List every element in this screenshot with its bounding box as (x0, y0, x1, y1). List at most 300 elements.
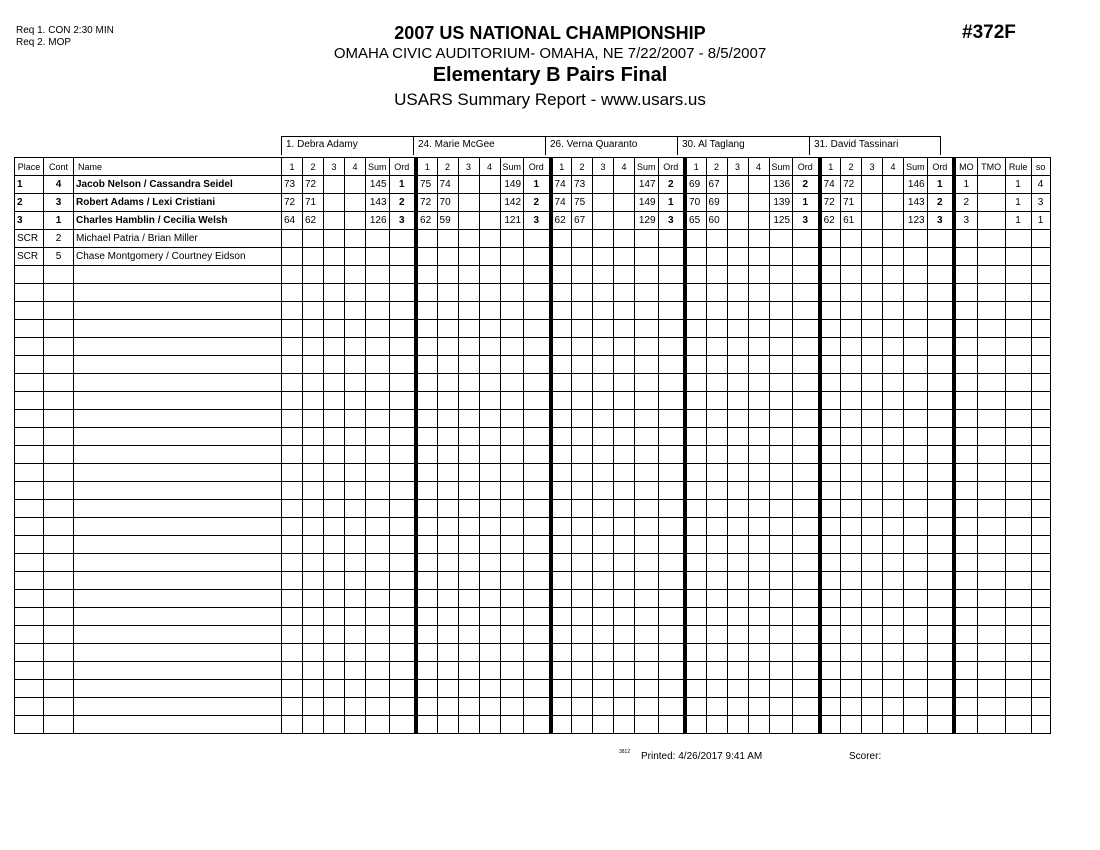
score-cell (282, 302, 303, 320)
tail-cell (1005, 500, 1031, 518)
score-cell (727, 716, 748, 734)
score-cell (883, 392, 904, 410)
table-row (15, 662, 1051, 680)
ordinal-cell (658, 644, 685, 662)
ordinal-cell (524, 626, 551, 644)
score-cell (841, 572, 862, 590)
tail-cell (977, 536, 1005, 554)
score-cell (572, 266, 593, 284)
ordinal-cell (524, 572, 551, 590)
ordinal-cell (658, 500, 685, 518)
score-cell (572, 500, 593, 518)
sum-cell (366, 338, 390, 356)
sum-cell (366, 590, 390, 608)
score-cell (862, 338, 883, 356)
ordinal-cell (389, 536, 416, 554)
score-cell (458, 716, 479, 734)
tail-column-header: MO (954, 158, 977, 176)
sum-cell (366, 356, 390, 374)
ordinal-cell (793, 518, 820, 536)
score-cell (614, 500, 635, 518)
score-cell (883, 554, 904, 572)
score-cell (685, 608, 706, 626)
score-cell (593, 608, 614, 626)
score-cell (820, 626, 841, 644)
ordinal-cell: 2 (524, 194, 551, 212)
score-cell (324, 518, 345, 536)
sum-cell (769, 284, 793, 302)
ordinal-cell (927, 374, 954, 392)
score-cell (458, 302, 479, 320)
score-cell (820, 338, 841, 356)
ordinal-cell (793, 536, 820, 554)
place-cell (15, 392, 44, 410)
score-cell (593, 626, 614, 644)
ordinal-cell (927, 428, 954, 446)
score-cell (748, 698, 769, 716)
tail-cell (1031, 536, 1050, 554)
tail-cell (954, 608, 977, 626)
ordinal-cell (927, 392, 954, 410)
tail-cell (977, 500, 1005, 518)
score-cell (593, 554, 614, 572)
score-cell (479, 680, 500, 698)
cont-cell (44, 680, 74, 698)
skaters-name-cell (74, 662, 282, 680)
score-cell (458, 356, 479, 374)
score-cell (324, 572, 345, 590)
cont-cell (44, 338, 74, 356)
place-cell (15, 662, 44, 680)
score-cell (727, 464, 748, 482)
sum-cell (904, 662, 928, 680)
sum-cell (769, 500, 793, 518)
sum-cell (500, 590, 524, 608)
ordinal-cell (927, 338, 954, 356)
sum-cell (366, 428, 390, 446)
tail-cell (1031, 626, 1050, 644)
tail-cell: 4 (1031, 176, 1050, 194)
skaters-name-cell (74, 446, 282, 464)
score-cell (479, 482, 500, 500)
score-cell (706, 536, 727, 554)
score-cell (458, 554, 479, 572)
score-cell (303, 266, 324, 284)
ordinal-cell: 1 (524, 176, 551, 194)
tail-cell (977, 230, 1005, 248)
score-cell (685, 284, 706, 302)
score-cell (614, 608, 635, 626)
score-cell (614, 248, 635, 266)
score-cell (685, 392, 706, 410)
score-cell (345, 518, 366, 536)
score-cell: 67 (572, 212, 593, 230)
score-cell (685, 698, 706, 716)
score-cell (437, 626, 458, 644)
score-cell (345, 194, 366, 212)
ordinal-cell (524, 482, 551, 500)
score-cell (303, 230, 324, 248)
score-cell (614, 698, 635, 716)
score-cell (572, 482, 593, 500)
score-cell (727, 176, 748, 194)
score-cell (614, 464, 635, 482)
sum-cell: 139 (769, 194, 793, 212)
tail-cell (977, 572, 1005, 590)
tail-cell (954, 392, 977, 410)
cont-cell: 5 (44, 248, 74, 266)
score-cell (324, 212, 345, 230)
score-cell (862, 248, 883, 266)
score-cell (437, 482, 458, 500)
score-cell (572, 320, 593, 338)
score-cell (303, 464, 324, 482)
tail-cell (977, 284, 1005, 302)
judge-column-header: Ord (524, 158, 551, 176)
score-cell (614, 302, 635, 320)
sum-cell (500, 266, 524, 284)
score-cell (685, 590, 706, 608)
ordinal-cell (389, 554, 416, 572)
tail-cell (1031, 554, 1050, 572)
judge-column-header: 4 (479, 158, 500, 176)
tail-cell (977, 482, 1005, 500)
score-cell (479, 626, 500, 644)
score-cell (706, 230, 727, 248)
judge-column-header: 3 (458, 158, 479, 176)
score-cell (593, 428, 614, 446)
table-row (15, 356, 1051, 374)
score-cell (748, 662, 769, 680)
score-cell (303, 590, 324, 608)
score-cell (841, 500, 862, 518)
score-cell (862, 428, 883, 446)
score-cell (748, 608, 769, 626)
score-cell (820, 230, 841, 248)
score-cell (706, 302, 727, 320)
ordinal-cell: 3 (927, 212, 954, 230)
score-cell (303, 716, 324, 734)
sum-cell (500, 320, 524, 338)
score-cell (862, 698, 883, 716)
score-cell (572, 356, 593, 374)
score-cell (282, 356, 303, 374)
tail-cell (1031, 698, 1050, 716)
score-cell (706, 680, 727, 698)
sum-cell (366, 554, 390, 572)
score-cell (551, 392, 572, 410)
tail-cell (1005, 590, 1031, 608)
score-cell (883, 464, 904, 482)
score-cell (883, 248, 904, 266)
sum-cell (635, 536, 659, 554)
score-cell (458, 176, 479, 194)
score-cell (416, 698, 437, 716)
score-cell (593, 392, 614, 410)
score-cell (437, 446, 458, 464)
score-cell (841, 230, 862, 248)
place-cell (15, 284, 44, 302)
ordinal-cell (658, 302, 685, 320)
score-cell (862, 320, 883, 338)
score-cell (685, 266, 706, 284)
score-cell (324, 266, 345, 284)
score-cell (303, 410, 324, 428)
score-cell (748, 500, 769, 518)
score-cell (458, 194, 479, 212)
ordinal-cell (389, 518, 416, 536)
sum-cell: 126 (366, 212, 390, 230)
judge-name: 24. Marie McGee (413, 136, 545, 155)
score-cell (883, 500, 904, 518)
score-cell (324, 464, 345, 482)
ordinal-cell (658, 446, 685, 464)
ordinal-cell (658, 626, 685, 644)
score-cell (458, 698, 479, 716)
ordinal-cell (658, 230, 685, 248)
score-cell (458, 428, 479, 446)
score-cell (479, 500, 500, 518)
place-cell (15, 644, 44, 662)
score-cell (282, 500, 303, 518)
sum-cell (500, 248, 524, 266)
score-cell (282, 374, 303, 392)
ordinal-cell (793, 338, 820, 356)
score-cell (727, 446, 748, 464)
score-cell (862, 410, 883, 428)
score-cell (437, 392, 458, 410)
ordinal-cell (793, 464, 820, 482)
score-cell (820, 446, 841, 464)
tail-cell (954, 572, 977, 590)
table-row (15, 716, 1051, 734)
score-cell (727, 374, 748, 392)
tail-cell (1005, 554, 1031, 572)
tail-cell (1031, 464, 1050, 482)
sum-cell (366, 626, 390, 644)
sum-cell (904, 554, 928, 572)
score-cell (324, 608, 345, 626)
score-cell (416, 410, 437, 428)
ordinal-cell (658, 374, 685, 392)
ordinal-cell (524, 680, 551, 698)
score-cell (345, 248, 366, 266)
score-cell (479, 320, 500, 338)
sum-cell (635, 680, 659, 698)
score-cell (593, 662, 614, 680)
sum-cell (500, 500, 524, 518)
ordinal-cell (524, 464, 551, 482)
sum-cell (366, 500, 390, 518)
skaters-name-cell: Michael Patria / Brian Miller (74, 230, 282, 248)
score-cell (345, 230, 366, 248)
sum-cell (769, 446, 793, 464)
place-cell (15, 554, 44, 572)
score-cell (437, 554, 458, 572)
score-cell (706, 608, 727, 626)
tail-cell (977, 176, 1005, 194)
sum-cell (635, 482, 659, 500)
judge-column-header: 1 (820, 158, 841, 176)
sum-cell (904, 500, 928, 518)
score-cell (748, 518, 769, 536)
score-cell (820, 482, 841, 500)
score-cell (841, 518, 862, 536)
score-cell (458, 680, 479, 698)
score-cell (706, 320, 727, 338)
score-cell (479, 662, 500, 680)
score-cell (883, 428, 904, 446)
sum-cell (635, 662, 659, 680)
score-cell (572, 518, 593, 536)
score-cell (685, 356, 706, 374)
score-cell: 74 (551, 194, 572, 212)
ordinal-cell (658, 320, 685, 338)
score-cell (706, 518, 727, 536)
ordinal-cell: 3 (793, 212, 820, 230)
cont-cell (44, 356, 74, 374)
score-cell (593, 266, 614, 284)
tail-cell (954, 248, 977, 266)
sum-cell: 146 (904, 176, 928, 194)
score-cell (303, 428, 324, 446)
score-cell: 70 (437, 194, 458, 212)
score-cell (862, 572, 883, 590)
judge-column-header: Ord (793, 158, 820, 176)
score-cell (324, 392, 345, 410)
ordinal-cell (658, 554, 685, 572)
score-cell (748, 338, 769, 356)
requirement-1: Req 1. CON 2:30 MIN (16, 25, 114, 36)
score-cell (324, 374, 345, 392)
score-cell: 72 (282, 194, 303, 212)
score-cell (841, 338, 862, 356)
score-cell (479, 266, 500, 284)
score-cell (706, 338, 727, 356)
table-row (15, 464, 1051, 482)
sum-cell: 136 (769, 176, 793, 194)
cont-cell (44, 572, 74, 590)
score-cell (416, 518, 437, 536)
sum-cell (500, 230, 524, 248)
score-cell (437, 410, 458, 428)
score-cell (282, 608, 303, 626)
score-cell (614, 194, 635, 212)
sum-cell (769, 410, 793, 428)
ordinal-cell (793, 608, 820, 626)
score-cell: 62 (820, 212, 841, 230)
score-cell (727, 626, 748, 644)
sum-cell (635, 608, 659, 626)
score-cell (685, 644, 706, 662)
score-cell (820, 284, 841, 302)
cont-cell (44, 590, 74, 608)
table-row (15, 176, 1051, 194)
score-cell (324, 446, 345, 464)
table-row (15, 572, 1051, 590)
sum-cell (904, 608, 928, 626)
score-cell (437, 662, 458, 680)
ordinal-cell (927, 626, 954, 644)
score-cell (303, 698, 324, 716)
sum-cell (366, 536, 390, 554)
score-cell (614, 266, 635, 284)
score-cell: 72 (416, 194, 437, 212)
cont-cell (44, 500, 74, 518)
sum-cell (366, 284, 390, 302)
score-cell (324, 284, 345, 302)
score-cell (593, 320, 614, 338)
sum-cell (635, 320, 659, 338)
sum-cell (769, 338, 793, 356)
event-number: #372F (962, 22, 1016, 43)
score-cell (324, 320, 345, 338)
score-cell (748, 374, 769, 392)
score-cell (748, 284, 769, 302)
score-cell: 74 (437, 176, 458, 194)
skaters-name-cell (74, 320, 282, 338)
score-cell (593, 644, 614, 662)
score-cell (282, 248, 303, 266)
score-cell (458, 230, 479, 248)
score-cell (727, 608, 748, 626)
cont-cell (44, 716, 74, 734)
score-cell (862, 194, 883, 212)
ordinal-cell (927, 230, 954, 248)
ordinal-cell (793, 320, 820, 338)
ordinal-cell (793, 248, 820, 266)
table-row (15, 446, 1051, 464)
score-cell (820, 356, 841, 374)
score-cell (820, 716, 841, 734)
score-cell (458, 518, 479, 536)
score-cell (706, 644, 727, 662)
score-cell (727, 410, 748, 428)
score-cell (479, 194, 500, 212)
sum-cell (635, 266, 659, 284)
score-cell (685, 572, 706, 590)
cont-cell (44, 644, 74, 662)
score-cell (883, 410, 904, 428)
skaters-name-cell (74, 464, 282, 482)
score-cell (727, 212, 748, 230)
tail-cell (954, 662, 977, 680)
score-cell (551, 680, 572, 698)
sum-cell (769, 266, 793, 284)
sum-cell (500, 644, 524, 662)
score-cell (727, 680, 748, 698)
score-cell (685, 248, 706, 266)
score-cell (748, 716, 769, 734)
score-cell (685, 302, 706, 320)
sum-cell (635, 698, 659, 716)
sum-cell (366, 662, 390, 680)
score-cell (820, 644, 841, 662)
score-cell: 62 (551, 212, 572, 230)
score-cell (614, 716, 635, 734)
tail-cell (954, 284, 977, 302)
score-cell (324, 428, 345, 446)
sum-cell (500, 626, 524, 644)
venue-dates: OMAHA CIVIC AUDITORIUM- OMAHA, NE 7/22/2007 - 8/5/2007 (333, 45, 767, 62)
score-cell (437, 716, 458, 734)
score-cell (458, 374, 479, 392)
score-cell (593, 338, 614, 356)
score-cell (416, 626, 437, 644)
sum-cell (500, 464, 524, 482)
tail-cell (977, 338, 1005, 356)
tail-cell: 3 (954, 212, 977, 230)
